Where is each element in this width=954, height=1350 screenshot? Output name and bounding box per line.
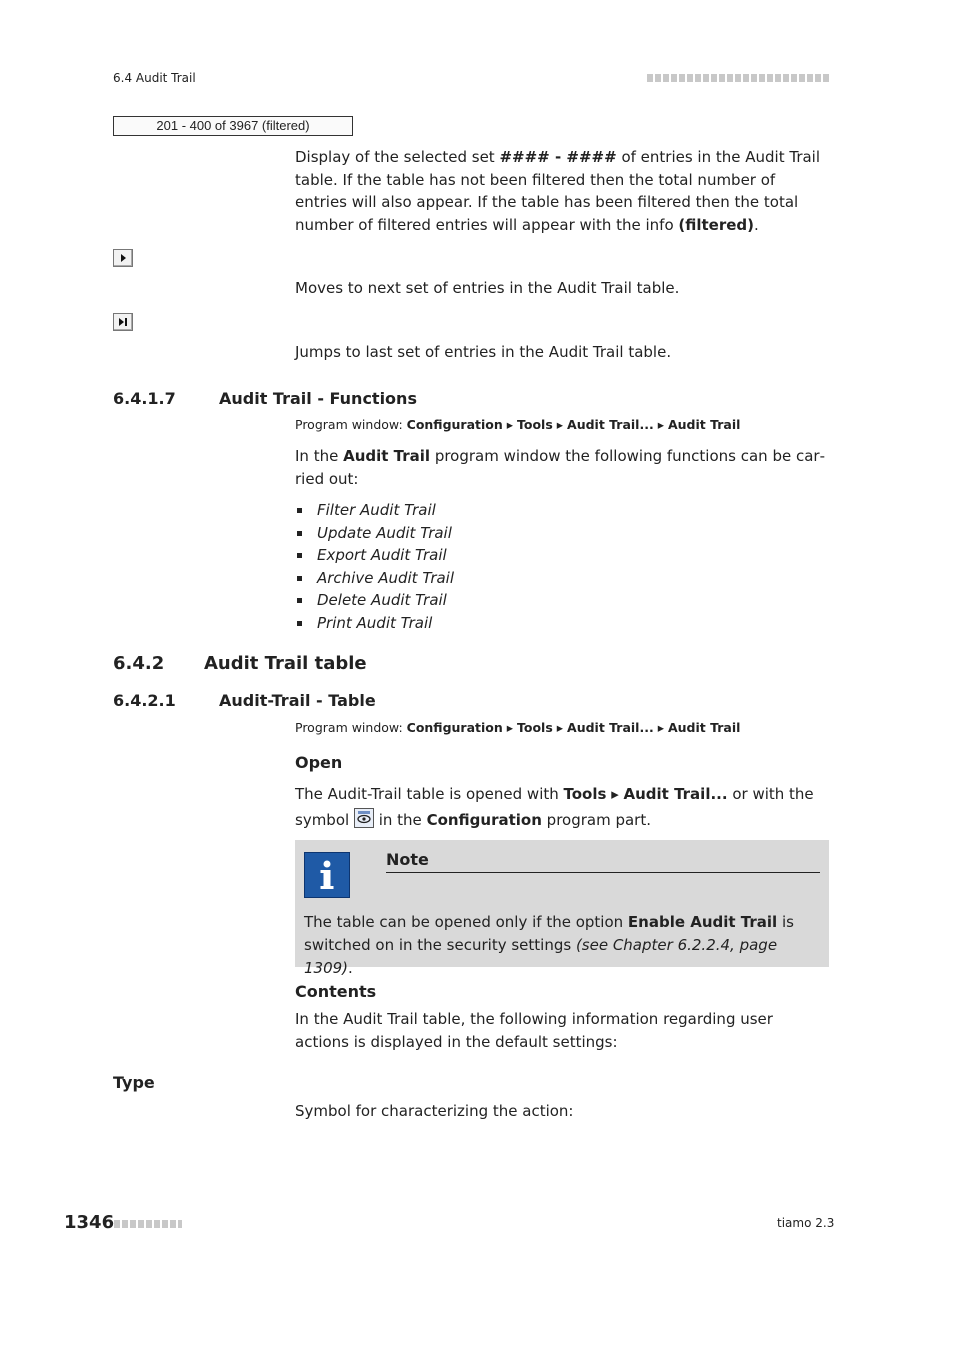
note-divider xyxy=(386,872,820,873)
contents-heading: Contents xyxy=(295,982,377,1001)
type-label: Type xyxy=(113,1073,155,1092)
open-description: The Audit-Trail table is opened with Tools ▸ Audit Trail... or with the symbol in the Configuration program part. xyxy=(295,785,814,829)
last-set-description: Jumps to last set of entries in the Audit Trail table. xyxy=(295,343,672,361)
play-icon xyxy=(114,250,132,266)
skip-to-end-icon xyxy=(114,314,132,330)
function-item: Export Audit Trail xyxy=(295,544,829,567)
section-heading-6417: 6.4.1.7 Audit Trail - Functions xyxy=(113,389,417,408)
section-heading-642: 6.4.2 Audit Trail table xyxy=(113,653,367,674)
function-item: Update Audit Trail xyxy=(295,522,829,545)
section-heading-6421: 6.4.2.1 Audit-Trail - Table xyxy=(113,691,376,710)
functions-intro: In the Audit Trail program window the following functions can be carried out: xyxy=(295,447,825,488)
contents-description: In the Audit Trail table, the following information regarding user actions is displayed in the default settings: xyxy=(295,1010,773,1051)
footer-dots-decoration xyxy=(114,1220,182,1228)
next-set-description: Moves to next set of entries in the Audit Trail table. xyxy=(295,279,680,297)
functions-list xyxy=(295,499,829,635)
note-title: Note xyxy=(386,850,429,869)
running-header-section: 6.4 Audit Trail xyxy=(113,71,196,85)
function-item: Delete Audit Trail xyxy=(295,589,829,612)
next-set-button[interactable] xyxy=(113,249,133,267)
function-item: Print Audit Trail xyxy=(295,612,829,635)
product-name: tiamo 2.3 xyxy=(777,1216,835,1230)
audit-trail-eye-icon xyxy=(354,808,374,828)
note-text: The table can be opened only if the option Enable Audit Trail is switched on in the security settings (see Chapter 6.2.2.4, page 1309). xyxy=(304,913,794,977)
function-item: Archive Audit Trail xyxy=(295,567,829,590)
last-set-button[interactable] xyxy=(113,313,133,331)
record-range-description: Display of the selected set #### - #### of entries in the Audit Trail table. If the table has not been filtered then the total number of entries will also appear. If the table has been filtered then the total number of filtered entries will appear with the info (filtered). xyxy=(295,148,821,234)
note-box xyxy=(295,840,829,977)
info-icon xyxy=(304,852,350,898)
page-number: 1346 xyxy=(64,1212,115,1233)
header-dots-decoration xyxy=(647,74,829,82)
program-window-path: Program window: Configuration ▸ Tools ▸ Audit Trail... ▸ Audit Trail xyxy=(295,417,741,432)
function-item: Filter Audit Trail xyxy=(295,499,829,522)
type-description: Symbol for characterizing the action: xyxy=(295,1102,574,1120)
program-window-path: Program window: Configuration ▸ Tools ▸ Audit Trail... ▸ Audit Trail xyxy=(295,720,741,735)
open-heading: Open xyxy=(295,753,343,772)
record-range-display: 201 - 400 of 3967 (filtered) xyxy=(113,116,353,136)
